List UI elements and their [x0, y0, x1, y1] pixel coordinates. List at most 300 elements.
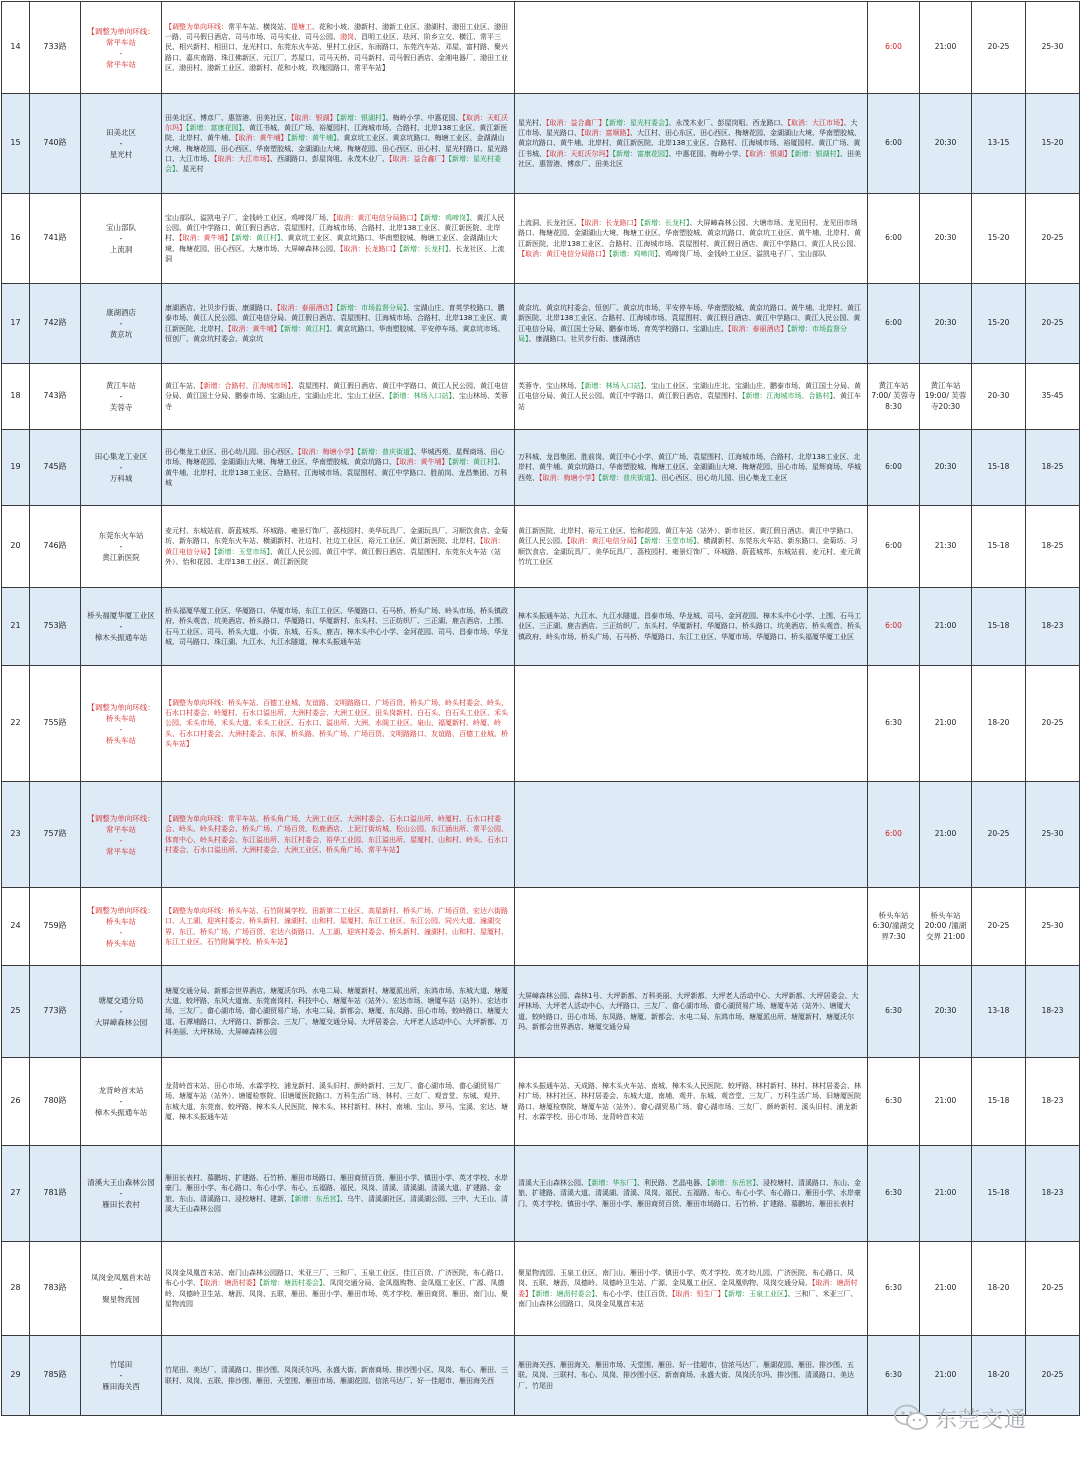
last-bus-time: 21:00 [920, 2, 972, 94]
interval-offpeak: 18-23 [1026, 966, 1080, 1058]
route-name: 742路 [30, 284, 81, 364]
route-name: 773路 [30, 966, 81, 1058]
terminal-start: 康湖酒店 [106, 308, 136, 317]
bus-route-table [1, 1, 1080, 1416]
stops-inbound [515, 194, 868, 284]
interval-offpeak: 20-25 [1026, 194, 1080, 284]
stop-list: 、黄江车站 [518, 392, 861, 411]
first-bus-time: 6:30 [868, 1058, 920, 1146]
terminals [81, 194, 162, 284]
last-bus-time: 21:00 [920, 1058, 972, 1146]
stops-outbound [162, 1336, 515, 1416]
row-number: 15 [2, 94, 30, 194]
stop-change-removed: 【取消：塘沥村委】 [200, 1279, 260, 1288]
stops-inbound [515, 1058, 868, 1146]
interval-peak: 15-18 [972, 430, 1026, 506]
row-number: 18 [2, 364, 30, 430]
stop-change-added: 【新增：玉堂市场】 [214, 547, 270, 556]
stops-outbound [162, 666, 515, 782]
first-bus-time: 6:30 [868, 1242, 920, 1336]
interval-peak: 13-15 [972, 94, 1026, 194]
stop-list: 常平车站、横岗站、 [228, 22, 291, 31]
route-name: 785路 [30, 1336, 81, 1416]
stops-outbound [162, 1146, 515, 1242]
row-number: 20 [2, 506, 30, 588]
stop-change-removed: 【取消：塘沥村委】 [518, 1279, 858, 1298]
row-number: 26 [2, 1058, 30, 1146]
stop-change-added: 【新增：富康花园】 [612, 149, 669, 158]
interval-offpeak: 15-20 [1026, 94, 1080, 194]
stop-list: 、田美社区、惠智港、博彦厂、田美北区 [518, 149, 861, 168]
stop-change-removed: 【取消：益合鑫厂】 [389, 154, 449, 163]
stops-inbound [515, 430, 868, 506]
stop-list: 、大江村、田心东区、田心西区、梅塘花园、金湖湖山大境、华南塑胶城、黄京坑路口、黄牛埔、北岸村、黄江新医院、北岸138工业区、合路村、江海城市场、裕厦园村、黄江广场、黄江书城、 [518, 129, 861, 158]
stop-list: 、三和厂、米亚三厂、南门山森林公园路口、凤岗金凤凰首末站 [518, 1289, 858, 1308]
stop-change-removed: 渤岗 [340, 33, 354, 42]
route-name: 783路 [30, 1242, 81, 1336]
stop-change-removed: 【调整为单向环线：桥头车站、石竹附属学校、田新第二工业区、高星新村、桥头广场、广场百货、宏达六街路口、人工湖、迎宾村委会、桥头新村、潼湖村、山和村、屋厦村、东江工业区、东江公园、同兴大道、潼湖交界、东江、桥头广场、广场百货、宏达六街路口、人工湖、迎宾村委会、桥头新村、潼湖村、山和村、屋厦村、东江工业区、石竹附属学校、桥头车站】 [165, 907, 508, 946]
row-number: 22 [2, 666, 30, 782]
stop-list: 清溪大王山森林公园、 [518, 1179, 588, 1188]
terminals [81, 782, 162, 888]
stop-list: 、华城西苑、星辉商场、田心市场、梅塘花园、金湖湖山大境、梅塘工业区、华南塑胶城、黄京坑路口、 [165, 448, 505, 467]
interval-offpeak: 20-25 [1026, 1242, 1080, 1336]
stop-change-removed: 【新增：合路村、江海城市场】 [200, 382, 291, 391]
terminal-end: 桥头车站 [106, 735, 136, 745]
stop-list: 、布心小学、佳江百货、 [595, 1289, 672, 1298]
first-bus-time: 6:00 [868, 782, 920, 888]
last-bus-time: 21:30 [920, 506, 972, 588]
interval-offpeak: 18-23 [1026, 588, 1080, 666]
stop-list: 凤岗金凤凰首末站、南门山森林公园路口、米亚三厂、三和厂、玉泉工业区、佳江百货、广济医院、布心路口、布心小学、 [165, 1269, 508, 1288]
terminal-start: 龙背岭首末站 [98, 1086, 144, 1095]
route-name: 733路 [30, 2, 81, 94]
interval-peak: 20-25 [972, 782, 1026, 888]
stop-change-added: 【新增：市场监督分局】 [518, 324, 847, 343]
stop-list: 田美北区、博彦厂、惠智港、田美社区、 [165, 113, 291, 122]
stop-change-removed: 【取消：益合鑫厂】 [546, 118, 606, 127]
stop-change-removed: 【取消：黄江电信分局路口】 [518, 249, 609, 258]
stop-change-added: 【新增：星光村委会】 [165, 154, 501, 173]
stop-change-added: 【新增：玉泉工业区】 [724, 1289, 788, 1298]
stop-list: 、康湖路口、社贝步行街、康湖酒店 [528, 334, 641, 343]
terminal-sep: 常平车站 [106, 824, 136, 834]
stops-outbound [162, 2, 515, 94]
route-name: 741路 [30, 194, 81, 284]
stop-list: 万科城、龙昌集团、胜前岗、黄江中心小学、黄江广场、袁屋围村、江海城市场、合路村、北岸138工业区、北岸村、黄牛埔、黄京坑路口、华南塑胶城、梅塘工业区、金湖湖山大境、梅塘花园、田心市场、星辉商场、华城西苑、 [518, 453, 861, 482]
terminals [81, 284, 162, 364]
terminal-start: 【调整为单向环线： [87, 813, 155, 823]
stop-change-removed: 【取消：泰丽酒店】 [277, 304, 337, 313]
stop-change-removed: 【取消：黄牛埔】 [235, 134, 288, 143]
interval-offpeak: 25-30 [1026, 782, 1080, 888]
last-bus-time: 20:30 [920, 284, 972, 364]
stop-change-added: 【新增：普庆街道】 [357, 448, 414, 457]
first-bus-time: 6:30 [868, 1146, 920, 1242]
stop-change-added: 【新增：长龙村】 [399, 244, 449, 253]
route-name: 781路 [30, 1146, 81, 1242]
stop-list: 、宝山林场、芙蓉寺 [165, 392, 508, 411]
stop-list: 竹尾田、美达厂、清溪路口、排沙围、凤岗沃尔玛、永盛大街、新南商场、排沙围小区、凤岗、布心、雁田、三联村、凤岗、五联、排沙围、雁田、天堂围、雁田市场、雁湖花园、信浓马达厂、好一佳超市、雁田海关西 [165, 1366, 508, 1385]
stops-inbound [515, 506, 868, 588]
stop-list: 、昌明工业区、珐河、阶乡立交、横江、常平三民、相兴新村、相田口、龙光村口、东莞东火车站、里村工业区、东雨路口、东莞汽车站、邓屋、富村路、聚兴路口、嘉庆南路、珠江佛新区、元江厂、苏屋口、司马天桥、司马新村、司马假日酒店、金湘电器厂、渤田工业区、渤田村、渤新工业区、渤新村、花和小坡、玖瑰园路口、常平车站】 [165, 33, 508, 72]
terminal-sep: - [119, 48, 123, 58]
stop-change-removed: 【取消：黄牛埔】 [396, 458, 449, 467]
route-name: 753路 [30, 588, 81, 666]
interval-offpeak: 25-30 [1026, 888, 1080, 966]
interval-peak: 20-30 [972, 364, 1026, 430]
interval-peak: 18-20 [972, 1242, 1026, 1336]
interval-peak: 15-18 [972, 588, 1026, 666]
row-number: 27 [2, 1146, 30, 1242]
stops-inbound [515, 1336, 868, 1416]
terminal-end: 樟木头振通车站 [94, 1108, 148, 1117]
terminals [81, 430, 162, 506]
first-bus-time: 6:00 [868, 506, 920, 588]
terminal-sep: - [119, 835, 123, 845]
stop-list: 、永茂木业厂、彭屋岗咀、西龙路口、 [668, 118, 788, 127]
watermark-text: 东莞交通 [935, 1407, 1028, 1433]
terminal-sep: - [119, 392, 123, 401]
stops-outbound [162, 194, 515, 284]
stop-change-added: 【新增：鸡啼岗】 [420, 213, 470, 222]
stop-change-removed: 【取消：大江市场】 [214, 154, 270, 163]
stop-change-added: 【新增：黄江村】 [231, 234, 281, 243]
stop-list: 桥头福厦华厦工业区、华厦路口、华厦市场、东江工业区、华厦路口、石马桥、桥头广场、岭头市场、桥头镇政府、桥头观音、坑美酒店、桥头路口、华厦路口、华厦新村、东头村、三正纺织厂、三正湖、鹿吉酒店、上围、石马工业区、司马、桥头大道、小街、东城、石头、鹿吉、樟木头中心小学、金河花园、司马、昌泰市场、华龙城、司马路口、珠江湖、九江水、九江水隧道、樟木头振通车站 [165, 607, 508, 646]
terminal-sep: - [119, 622, 123, 631]
interval-offpeak: 20-25 [1026, 1336, 1080, 1416]
first-bus-time: 6:00 [868, 284, 920, 364]
stop-change-added: 【新增：林场入口站】 [389, 392, 452, 401]
terminals [81, 966, 162, 1058]
stop-list: 黄江新医院、北岸村、裕元工业区、怡和花园、黄江车站（站外）、新市社区、黄江假日酒店、黄江中学路口、黄江人民公园、 [518, 527, 858, 546]
stop-change-removed: 【取消：恒生厂】 [672, 1289, 725, 1298]
stop-list: 、乌牛、清溪湖社区、清溪湖公园、三中、大王山、清溪大王山森林公园 [165, 1194, 508, 1213]
route-name: 780路 [30, 1058, 81, 1146]
stops-inbound [515, 666, 868, 782]
terminal-sep: - [119, 1007, 123, 1016]
stop-list: 、浸校塘村、清溪路口、东山、金旅、扩建路、清溪大道、清溪湖、清溪、凤岗、福民、五福路、布心、布心小学、布心路口、雁田小学、水岸豪门、英才学校、镇田小学、雁田小学、雁田商贸百货、雁田市场路口、石竹桥、扩建路、慕鹏坊、雁田长表村 [518, 1179, 861, 1208]
route-row [2, 430, 1080, 506]
terminal-sep: 桥头车站 [106, 713, 136, 723]
terminal-start: 宝山部队 [106, 223, 136, 232]
interval-offpeak: 18-23 [1026, 1058, 1080, 1146]
first-bus-time: 6:00 [868, 194, 920, 284]
interval-offpeak: 18-25 [1026, 506, 1080, 588]
terminal-start: 清溪大王山森林公园 [87, 1178, 155, 1187]
stop-change-removed: 【取消：黄江电信分局】 [165, 537, 505, 556]
route-name: 740路 [30, 94, 81, 194]
route-row [2, 94, 1080, 194]
terminal-start: 【调整为单向环线： [87, 905, 155, 915]
terminal-end: 大屏嶂森林公园 [94, 1018, 148, 1027]
stops-outbound [162, 284, 515, 364]
stop-list: 黄江车站、 [165, 382, 200, 391]
terminal-sep: - [119, 542, 123, 551]
stops-outbound [162, 782, 515, 888]
terminal-start: 塘厦交通分局 [98, 996, 144, 1005]
stop-list: 龙背岭首末站、田心市场、水霖学校、浦龙新村、溪头旧村、颜岭新村、三友厂、畲心湖市场、畲心湖贸易广场、塘厦车站（站外）、塘厦检察院、旧塘厦医院路口、万科生活广场、林村、三友厂、观音堂、东城、观井、东城大道、东莞南、蛟坪路、樟木头人民医院、樟木头、林村新村、林村、南埔、宝山、罗马、宝溪、宏达、塘厦、樟木头振通车站 [165, 1082, 508, 1121]
first-bus-time: 6:30 [868, 666, 920, 782]
row-number: 24 [2, 888, 30, 966]
stop-change-removed: 【取消：富顺路】 [581, 129, 630, 138]
row-number: 14 [2, 2, 30, 94]
last-bus-time: 21:00 [920, 1146, 972, 1242]
first-bus-time: 6:00 [868, 588, 920, 666]
stops-outbound [162, 1058, 515, 1146]
first-bus-time: 6:30 [868, 1336, 920, 1416]
stops-outbound [162, 430, 515, 506]
stop-list: 宝山部队、溢凯电子厂、金钱岭工业区、鸡啼岗厂场、 [165, 213, 333, 222]
stop-change-added: 【新增：鸡啼岗】 [609, 249, 658, 258]
stops-inbound [515, 782, 868, 888]
terminals [81, 1336, 162, 1416]
row-number: 19 [2, 430, 30, 506]
stop-list: 雁田长表村、慕鹏坊、扩建路、石竹桥、雁田市场路口、雁田商贸百货、雁田小学、镇田小学、英才学校、水岸豪门、雁田小学、布心路口、布心小学、布心、五福路、福民、凤岗、清溪、清溪湖、清溪大道、扩建路、金旅、东山、清溪路口、浸校塘村、建新、 [165, 1174, 508, 1203]
stop-change-added: 【新增：塘沥村委会】 [259, 1279, 323, 1288]
stop-change-removed: 【取消：大江市场】 [787, 118, 844, 127]
terminal-start: 桥头福厦华厦工业区 [87, 611, 155, 620]
terminals [81, 666, 162, 782]
route-row [2, 284, 1080, 364]
stops-inbound [515, 2, 868, 94]
stop-list: 、鸡啼岗厂场、金钱岭工业区、溢凯电子厂、宝山部队 [658, 249, 826, 258]
terminal-end: 雁田长表村 [102, 1200, 140, 1209]
stop-change-added: 【新增：华东厂】 [588, 1179, 637, 1188]
terminal-sep: - [119, 234, 123, 243]
route-row [2, 2, 1080, 94]
interval-offpeak: 25-30 [1026, 2, 1080, 94]
terminal-end: 上流洞 [109, 245, 133, 254]
terminal-sep: 常平车站 [106, 37, 136, 47]
last-bus-time: 21:00 [920, 666, 972, 782]
stops-outbound [162, 364, 515, 430]
terminals [81, 506, 162, 588]
route-row [2, 1242, 1080, 1336]
last-bus-time: 20:30 [920, 430, 972, 506]
interval-peak: 13-18 [972, 966, 1026, 1058]
stop-change-added: 【新增：林场入口站】 [581, 382, 644, 391]
interval-peak: 15-18 [972, 506, 1026, 588]
stop-list: 、宝山工业区、宝湖山庄北、宝湖山庄、鹏泰市场、黄江国土分局、黄江电信分局、黄江人民公园、黄江中学路口、黄江假日酒店、袁屋围村、 [518, 382, 861, 401]
stop-change-removed: 【取消：银湖】 [291, 113, 337, 122]
last-bus-time: 桥头车站 20:00 /潼湖交界 21:00 [920, 888, 972, 966]
stop-change-added: 【新增：市场监督分局】 [336, 304, 407, 313]
stop-list: 、黄江人民公园、黄江中学路口、黄江假日酒店、袁屋围村、江海城市场、合路村、北岸138工业区、黄江新医院、北岸村、 [165, 213, 505, 243]
stop-change-removed: 【取消：黄江电信分局】 [567, 537, 641, 546]
stop-list: 、长龙社区、上流洞 [165, 244, 505, 263]
terminal-start: 凤岗金凤凰首末站 [91, 1273, 151, 1282]
stop-change-removed: 【取消：黄江电信分局路口】 [333, 213, 421, 222]
interval-offpeak: 35-45 [1026, 364, 1080, 430]
route-row [2, 782, 1080, 888]
terminal-start: 【调整为单向环线： [87, 26, 155, 36]
stop-list: 樟木头振通车站、天成路、樟木头火车站、南城、樟木头人民医院、蛟坪路、林村新村、林村、林村居委会、林村广场、林村社区、林村居委会、东城大道、南埔、观井、东城、观音堂、三友厂、万科生活广场、旧塘厦医院路口、塘厦检察院、塘厦车站（站外）、畲心湖贸易广场、畲心湖市场、三友厂、颜岭新村、溪头旧村、浦龙新村、水霖学校、田心市场、龙背岭首末站 [518, 1082, 861, 1121]
stops-inbound [515, 888, 868, 966]
terminal-sep: - [119, 927, 123, 937]
stop-change-removed: 【调整为单向环线： [165, 22, 228, 31]
last-bus-time: 21:00 [920, 1242, 972, 1336]
stops-outbound [162, 506, 515, 588]
stop-change-removed: 【取消：长龙路口】 [340, 244, 400, 253]
terminal-end: 万科城 [109, 474, 133, 483]
route-name: 745路 [30, 430, 81, 506]
terminals [81, 1146, 162, 1242]
terminal-sep: - [119, 1371, 123, 1380]
route-row [2, 1146, 1080, 1242]
stop-list: 塘厦交通分局、新都会世界酒店、塘厦沃尔玛、水电二局、塘厦新村、塘厦派出所、东鸿市场、东城大道、塘厦大道、蛟坪路、东风大道南、东莞南岗村、科技中心、塘厦车站（站外）、宏达市场、塘厦车站（站外）、宏达市场、三友厂、畲心湖市场、畲心湖贸易广场、水电二局、新都会、塘厦、东凤路、田心市场、蛟岭路口、塘厦大道、石潭埔路口、大坪路口、新都会、三友厂、塘厦交通分局、大坪居委会、大坪老人活动中心、大坪新都、万科美丽、大坪林场、大屏嶂森林公园 [165, 986, 508, 1036]
route-row [2, 666, 1080, 782]
stop-change-added: 【新增：星光村委会】 [605, 118, 669, 127]
last-bus-time: 21:00 [920, 588, 972, 666]
stop-change-removed: 【调整为单向环线：常平车站、桥头角广场、大洲工业区、大洲村委会、石水口溢出所、岭厦村、石水口村委会、岭头、岭头村委会、桥头广场、广场百货、松鹿酒店、上泥汀街坊城、松山公园、东江涵出所、常平公园、体育中心、岭头村委会、东江溢出所、东江村委会、裕华工业园、东江溢出所、屋厦村、山和村、岭头、石水口村委会、石水口溢出所、大洲村委会、大洲工业区、桥头角广场、常平车站】 [165, 815, 508, 854]
terminal-end: 樟木头振通车站 [94, 633, 148, 642]
stops-outbound [162, 888, 515, 966]
stop-list: 星光村、 [518, 118, 546, 127]
interval-peak: 20-25 [972, 888, 1026, 966]
watermark [893, 1398, 1063, 1438]
interval-peak: 15-20 [972, 194, 1026, 284]
stop-change-removed: 【调整为单向环线：桥头车站、百德工业城、友谊路、文明路路口、广场百货、桥头广场、岭头村委会、岭头、石水口村委会、岭厦村、石水口溢出所、大洲村委会、大洲工业区、田头岗新村、白石头、白石头工业区、禾头公园、禾头市场、禾头大道、禾头工业区、石水口、溢出所、大洲、水阁工业区、泉山、福厦新村、岭厦、岭头、石水口村委会、大洲村委会、东深、桥头路、桥头广场、广场百货、文明路路口、友谊路、百德工业城、桥头车站】 [165, 698, 508, 748]
stop-change-added: 【新增：长龙村】 [640, 219, 690, 228]
interval-peak: 15-18 [972, 1146, 1026, 1242]
terminals [81, 364, 162, 430]
terminal-start: 【调整为单向环线： [87, 702, 155, 712]
last-bus-time: 黄江车站 19:00/ 芙蓉寺20:30 [920, 364, 972, 430]
interval-peak: 15-20 [972, 284, 1026, 364]
stop-list: 、西湖路口、彭屋岗咀、永茂木业厂、 [270, 154, 389, 163]
terminal-end: 黄江新医院 [102, 553, 140, 562]
wechat-icon [893, 1403, 929, 1433]
stops-inbound [515, 1242, 868, 1336]
stop-change-removed: 【取消：长龙路口】 [581, 219, 641, 228]
last-bus-time: 20:30 [920, 966, 972, 1058]
stop-list: 康湖酒店、社贝步行街、康湖路口、 [165, 304, 277, 313]
stops-outbound [162, 94, 515, 194]
stop-list: 、黄牛埔、北岸村、北岸138工业区、合路村、江海城市场、袁屋围村、黄江中学路口、胜前岗、龙昌集团、万科城 [165, 458, 508, 487]
interval-offpeak: 20-25 [1026, 284, 1080, 364]
stop-change-added: 【新增：黄牛埔】 [287, 134, 337, 143]
stop-change-added: 【新增：江海城市场、合路村】 [742, 392, 833, 401]
last-bus-time: 20:30 [920, 94, 972, 194]
route-name: 755路 [30, 666, 81, 782]
stop-list: 、梅岭小学、中惠花园、 [385, 113, 463, 122]
first-bus-time: 黄江车站 7:00/ 芙蓉寺8:30 [868, 364, 920, 430]
stops-outbound [162, 1242, 515, 1336]
interval-offpeak: 18-25 [1026, 430, 1080, 506]
first-bus-time: 桥头车站 6:30/潼湖交界7:30 [868, 888, 920, 966]
row-number: 28 [2, 1242, 30, 1336]
route-row [2, 194, 1080, 284]
stops-inbound [515, 284, 868, 364]
terminal-end: 芙蓉寺 [109, 403, 133, 412]
stop-list: 雁田海关西、雁田海关、雁田市场、天堂围、雁田、好一佳超市、信浓马达厂、雁湖花园、雁田、排沙围、五联、凤岗、三联村、布心、凤岗、排沙围小区、新南商场、永盛大街、凤岗沃尔玛、排沙围、清溪路口、美达厂、竹尾田 [518, 1361, 854, 1390]
interval-offpeak: 18-23 [1026, 1146, 1080, 1242]
terminal-start: 东莞东火车站 [98, 531, 144, 540]
last-bus-time: 20:30 [920, 194, 972, 284]
route-name: 746路 [30, 506, 81, 588]
stop-list: 、田心西区、田心幼儿园、田心集龙工业区 [654, 473, 788, 482]
route-name: 759路 [30, 888, 81, 966]
stop-change-added: 【新增：玉堂市场】 [640, 537, 697, 546]
stop-change-added: 【新增：银湖村】 [336, 113, 386, 122]
stop-change-removed: 【取消：黄牛埔】 [228, 324, 281, 333]
terminal-start: 田美北区 [106, 128, 136, 137]
stop-change-removed: 【取消：梅塘小学】 [539, 473, 599, 482]
interval-peak: 18-20 [972, 666, 1026, 782]
terminal-end: 常平车站 [106, 846, 136, 856]
terminals [81, 1058, 162, 1146]
first-bus-time: 6:00 [868, 94, 920, 194]
route-row [2, 888, 1080, 966]
stop-list: 、黄京坑工业区、黄京坑路口、华南塑胶城、梅塘工业区、金湖湖山大境、梅塘花园、田心西区、大塘市场、大屏嶂森林公园、 [165, 234, 498, 253]
row-number: 25 [2, 966, 30, 1058]
route-name: 743路 [30, 364, 81, 430]
terminal-sep: - [119, 1189, 123, 1198]
stop-list: 、中惠花园、梅岭小学、 [668, 149, 746, 158]
terminal-sep: - [119, 139, 123, 148]
stop-change-removed: 【取消：银湖】 [745, 149, 791, 158]
last-bus-time: 21:00 [920, 1336, 972, 1416]
stop-list: 、利民路、艺晶电器、 [637, 1179, 707, 1188]
stop-list: 、黄京坑工业区、黄京坑路口、梅塘工业区、金湖湖山大境、梅塘花园、田心西区、华南塑胶城、金湖湖山大境、梅塘花园、田心西区、田心村、星光村路口、星光路口、大江市场、 [165, 134, 508, 163]
route-row [2, 588, 1080, 666]
route-row [2, 506, 1080, 588]
stop-list: 田心集龙工业区、田心幼儿园、田心西区、 [165, 448, 298, 457]
stops-inbound [515, 1146, 868, 1242]
terminals [81, 588, 162, 666]
row-number: 23 [2, 782, 30, 888]
terminal-end: 星光村 [109, 150, 133, 159]
stop-list: 、凤岗交通分局、金凤凰购物、金凤凰工业区、广源、凤德岭、凤德岭卫生站、塘沥、凤岗、五联、雁田、雁田小学、雁田市场、英才学校、雁田商贸、雁田、南门山、聚星物流园 [165, 1279, 508, 1308]
stop-change-removed: 【取消：泰丽酒店】 [728, 324, 788, 333]
stops-inbound [515, 966, 868, 1058]
terminal-end: 常平车站 [106, 59, 136, 69]
interval-peak: 20-25 [972, 2, 1026, 94]
route-name: 757路 [30, 782, 81, 888]
stop-change-added: 【新增：银湖村】 [791, 149, 840, 158]
row-number: 16 [2, 194, 30, 284]
terminal-end: 桥头车站 [106, 938, 136, 948]
stop-change-added: 【新增：普庆街道】 [598, 473, 655, 482]
stop-change-removed: 【取消：梅塘小学】 [298, 448, 358, 457]
stop-list: 、大江市场、星光路口、 [518, 118, 858, 138]
terminals [81, 888, 162, 966]
terminal-end: 黄京坑 [109, 330, 133, 339]
first-bus-time: 6:00 [868, 2, 920, 94]
terminal-end: 聚星物流园 [102, 1295, 140, 1304]
route-row [2, 1058, 1080, 1146]
stops-outbound [162, 588, 515, 666]
interval-peak: 15-18 [972, 1058, 1026, 1146]
route-rows [2, 2, 1080, 1416]
terminal-start: 田心集龙工业区 [94, 452, 148, 461]
stop-change-removed: 【取消：天虹沃尔玛】 [546, 149, 613, 158]
stop-change-added: 【新增：东岳宫】 [707, 1179, 756, 1188]
stop-list: 、黄江人民公园、黄江中学、黄江假日酒店、袁屋围村、东莞东火车站（站外）、怡和花园、北岸138工业区、黄江新医院 [165, 547, 501, 566]
route-row [2, 966, 1080, 1058]
terminal-start: 竹尾田 [109, 1360, 133, 1369]
stops-inbound [515, 364, 868, 430]
stop-change-added: 【新增：富康花园】 [186, 124, 242, 133]
stops-outbound [162, 966, 515, 1058]
terminal-sep: - [119, 724, 123, 734]
stop-list: 、黄江书城、黄江广场、裕厦园村、江海城市场、合路村、北岸138工业区、黄江新医院、北岸村、黄牛埔、 [165, 124, 508, 143]
stop-list: 、星光村 [175, 164, 204, 173]
stops-inbound [515, 94, 868, 194]
stop-list: 聚星物流园、玉泉工业区、南门山、雁田小学、镇田小学、英才学校、英才幼儿园、广济医院、布心路口、凤岗、五联、塘沥、凤德岭、凤德岭卫生站、广源、金凤凰工业区、金凤凰购物、凤岗交通分局、 [518, 1269, 854, 1288]
stop-list: 、宝湖山庄、育英学校路口、鹏泰市场、黄江人民公园、黄江电信分局、黄江假日酒店、袁屋围村、江海城市场、合路村、北岸138工业区、黄江新医院、北岸村、 [165, 304, 508, 333]
